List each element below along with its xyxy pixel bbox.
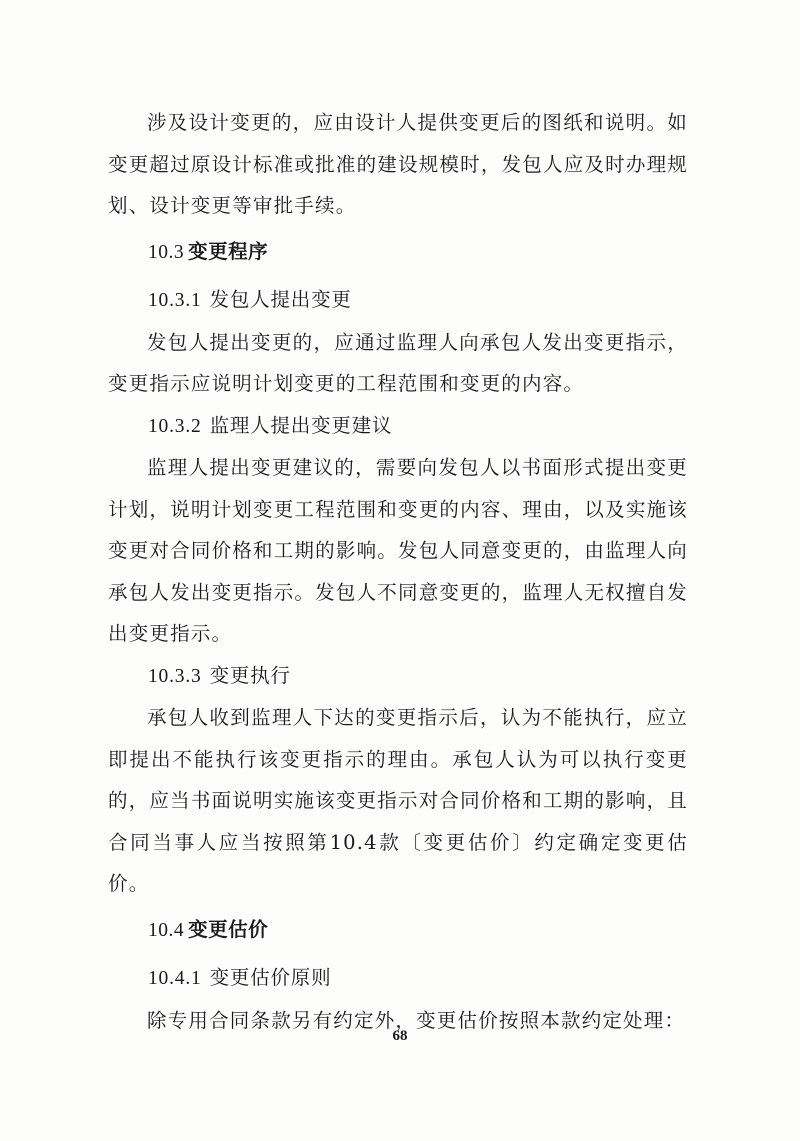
paragraph-employer-change: 发包人提出变更的，应通过监理人向承包人发出变更指示，变更指示应说明计划变更的工程范围和变更的内容。 [108,330,688,395]
section-number: 10.4 [148,919,185,941]
section-title: 变更程序 [188,239,269,263]
subsection-heading-10-3-1 [108,279,688,322]
subsection-number: 10.3.1 [148,290,202,311]
subsection-title: 变更执行 [209,663,291,687]
section-title: 变更估价 [188,917,269,941]
paragraph-supervisor-proposal: 监理人提出变更建议的，需要向发包人以书面形式提出变更计划，说明计划变更工程范围和变更的内容、理由，以及实施该变更对合同价格和工期的影响。发包人同意变更的，由监理人向承包人发出变更指示。发包人不同意变更的，监理人无权擅自发出变更指示。 [108,456,688,645]
section-number: 10.3 [148,241,185,263]
subsection-title: 监理人提出变更建议 [209,413,393,437]
subsection-number: 10.3.3 [148,665,202,687]
subsection-heading-10-3-3 [108,655,688,698]
paragraph-design-change: 涉及设计变更的，应由设计人提供变更后的图纸和说明。如变更超过原设计标准或批准的建设规模时，发包人应及时办理规划、设计变更等审批手续。 [108,111,688,217]
subsection-title: 发包人提出变更 [209,288,352,311]
subsection-heading-10-4-1 [108,957,688,1000]
paragraph-change-execution: 承包人收到监理人下达的变更指示后，认为不能执行，应立即提出不能执行该变更指示的理由。承包人认为可以执行变更的，应当书面说明实施该变更指示对合同价格和工期的影响，且合同当事人应当按照第10.4款〔变更估价〕约定确定变更估价。 [108,706,688,895]
subsection-title: 变更估价原则 [209,966,332,989]
subsection-number: 10.3.2 [148,415,202,437]
subsection-number: 10.4.1 [148,968,202,989]
section-heading-10-4 [108,909,688,952]
page-number: 68 [392,1028,408,1044]
paragraph-valuation-principle: 除专用合同条款另有约定外，变更估价按照本款约定处理： [147,1008,686,1032]
subsection-heading-10-3-2 [108,405,688,448]
document-body [108,102,688,1041]
section-heading-10-3 [108,231,688,274]
